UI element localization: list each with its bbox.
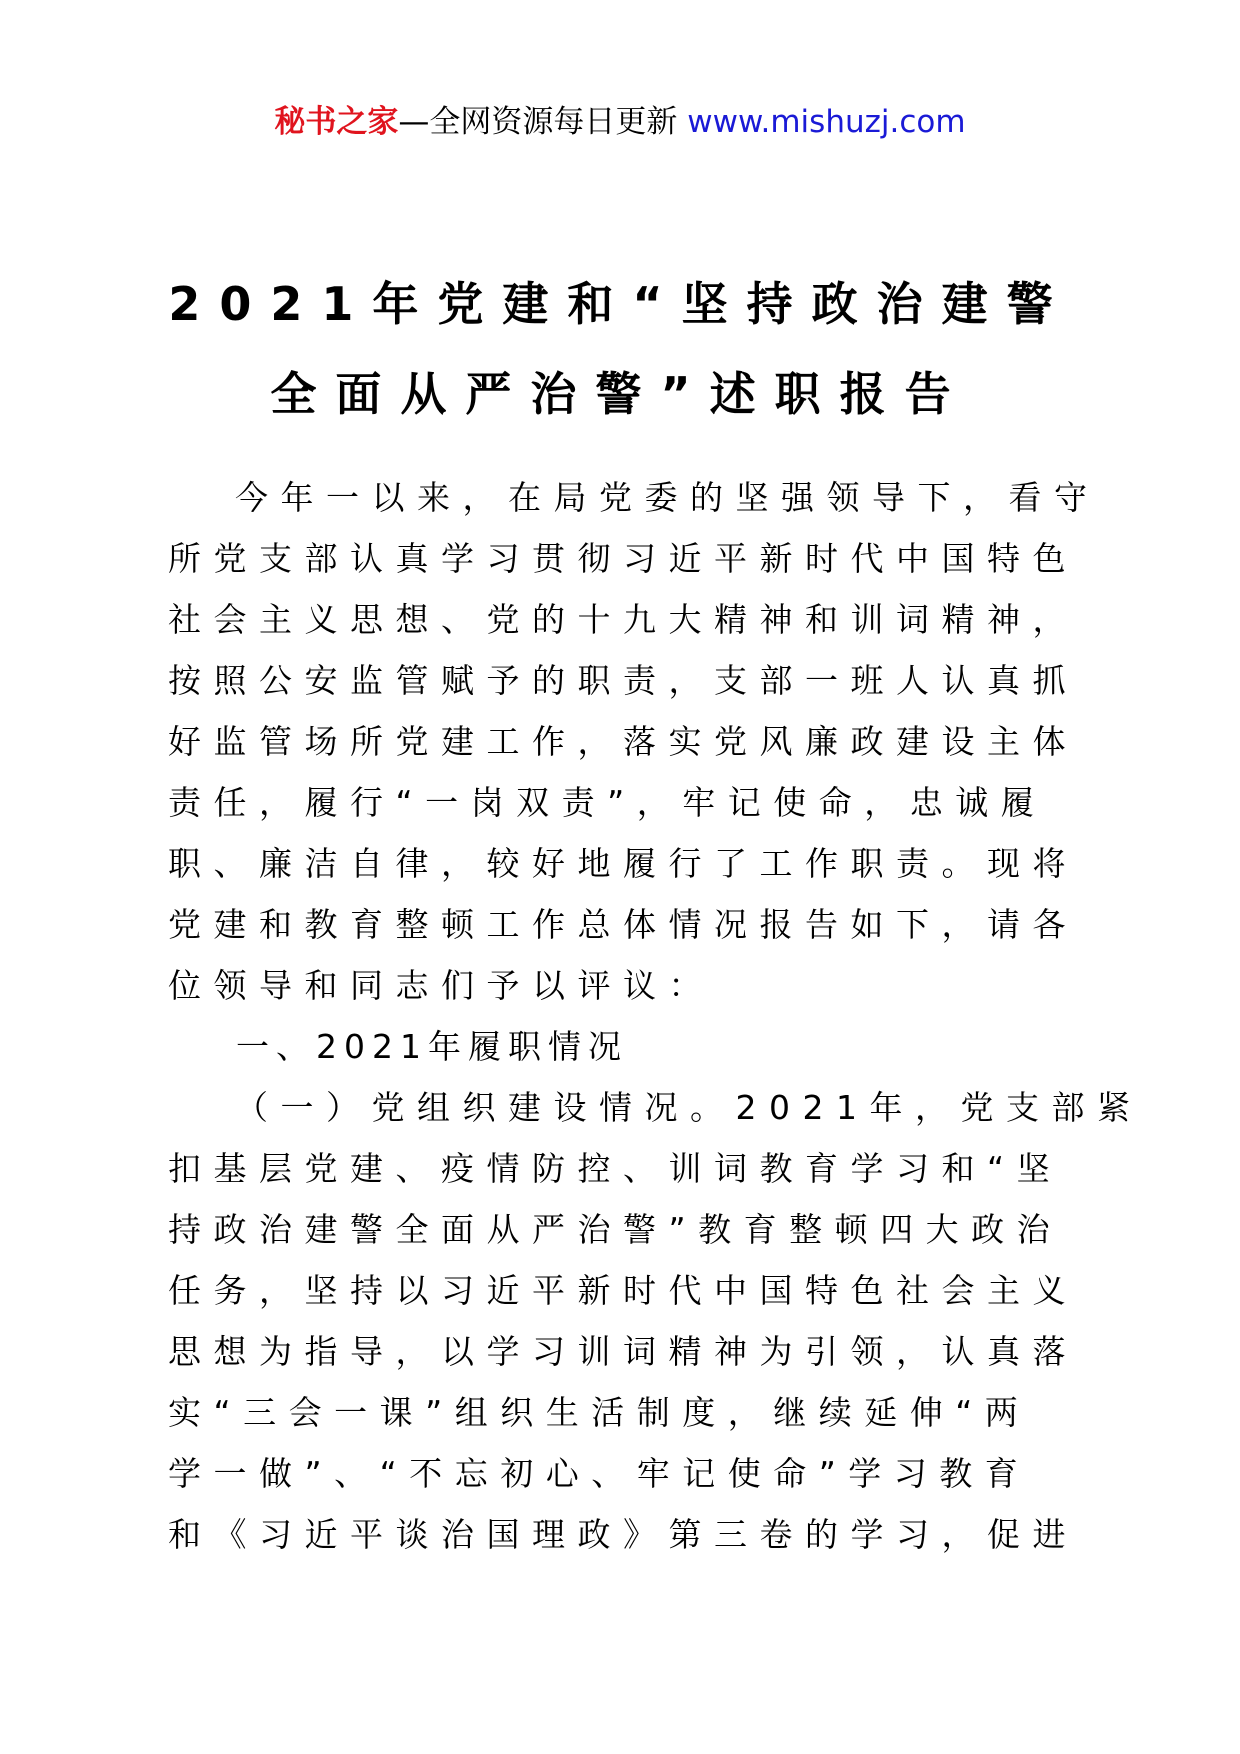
section-heading: 一、2021年履职情况 (236, 1027, 628, 1066)
paragraph-line: 实“三会一课”组织生活制度，继续延伸“两 (168, 1393, 1031, 1432)
paragraph-line: 思想为指导，以学习训词精神为引领，认真落 (168, 1332, 1078, 1371)
site-brand: 秘书之家 (274, 104, 399, 140)
paragraph-line: 学一做”、“不忘初心、牢记使命”学习教育 (168, 1454, 1031, 1493)
document-title-line-1: 2021年党建和“坚持政治建警 (168, 277, 1072, 331)
paragraph-line: 按照公安监管赋予的职责，支部一班人认真抓 (168, 661, 1078, 700)
paragraph-line: 好监管场所党建工作，落实党风廉政建设主体 (168, 722, 1078, 761)
paragraph-line: 职、廉洁自律，较好地履行了工作职责。现将 (168, 844, 1078, 883)
paragraph-line: 党建和教育整顿工作总体情况报告如下，请各 (168, 905, 1078, 944)
site-banner (0, 100, 1240, 144)
paragraph-line: （一）党组织建设情况。2021年，党支部紧 (235, 1088, 1143, 1127)
paragraph-line: 责任，履行“一岗双责”，牢记使命，忠诚履 (168, 783, 1047, 822)
paragraph-line: 所党支部认真学习贯彻习近平新时代中国特色 (168, 539, 1078, 578)
paragraph-line: 持政治建警全面从严治警”教育整顿四大政治 (168, 1210, 1063, 1249)
paragraph-line: 任务，坚持以习近平新时代中国特色社会主义 (168, 1271, 1078, 1310)
paragraph-line: 今年一以来，在局党委的坚强领导下，看守 (235, 478, 1100, 517)
site-tagline: —全网资源每日更新 (398, 104, 678, 140)
paragraph-line: 位领导和同志们予以评议： (168, 966, 714, 1005)
site-url-link[interactable]: www.mishuzj.com (687, 104, 966, 140)
paragraph-line: 和《习近平谈治国理政》第三卷的学习，促进 (168, 1515, 1078, 1554)
document-body (168, 467, 1143, 1565)
paragraph-line: 扣基层党建、疫情防控、训词教育学习和“坚 (168, 1149, 1063, 1188)
document-title-line-2: 全面从严治警”述职报告 (270, 367, 970, 421)
paragraph-line: 社会主义思想、党的十九大精神和训词精神， (168, 600, 1078, 639)
